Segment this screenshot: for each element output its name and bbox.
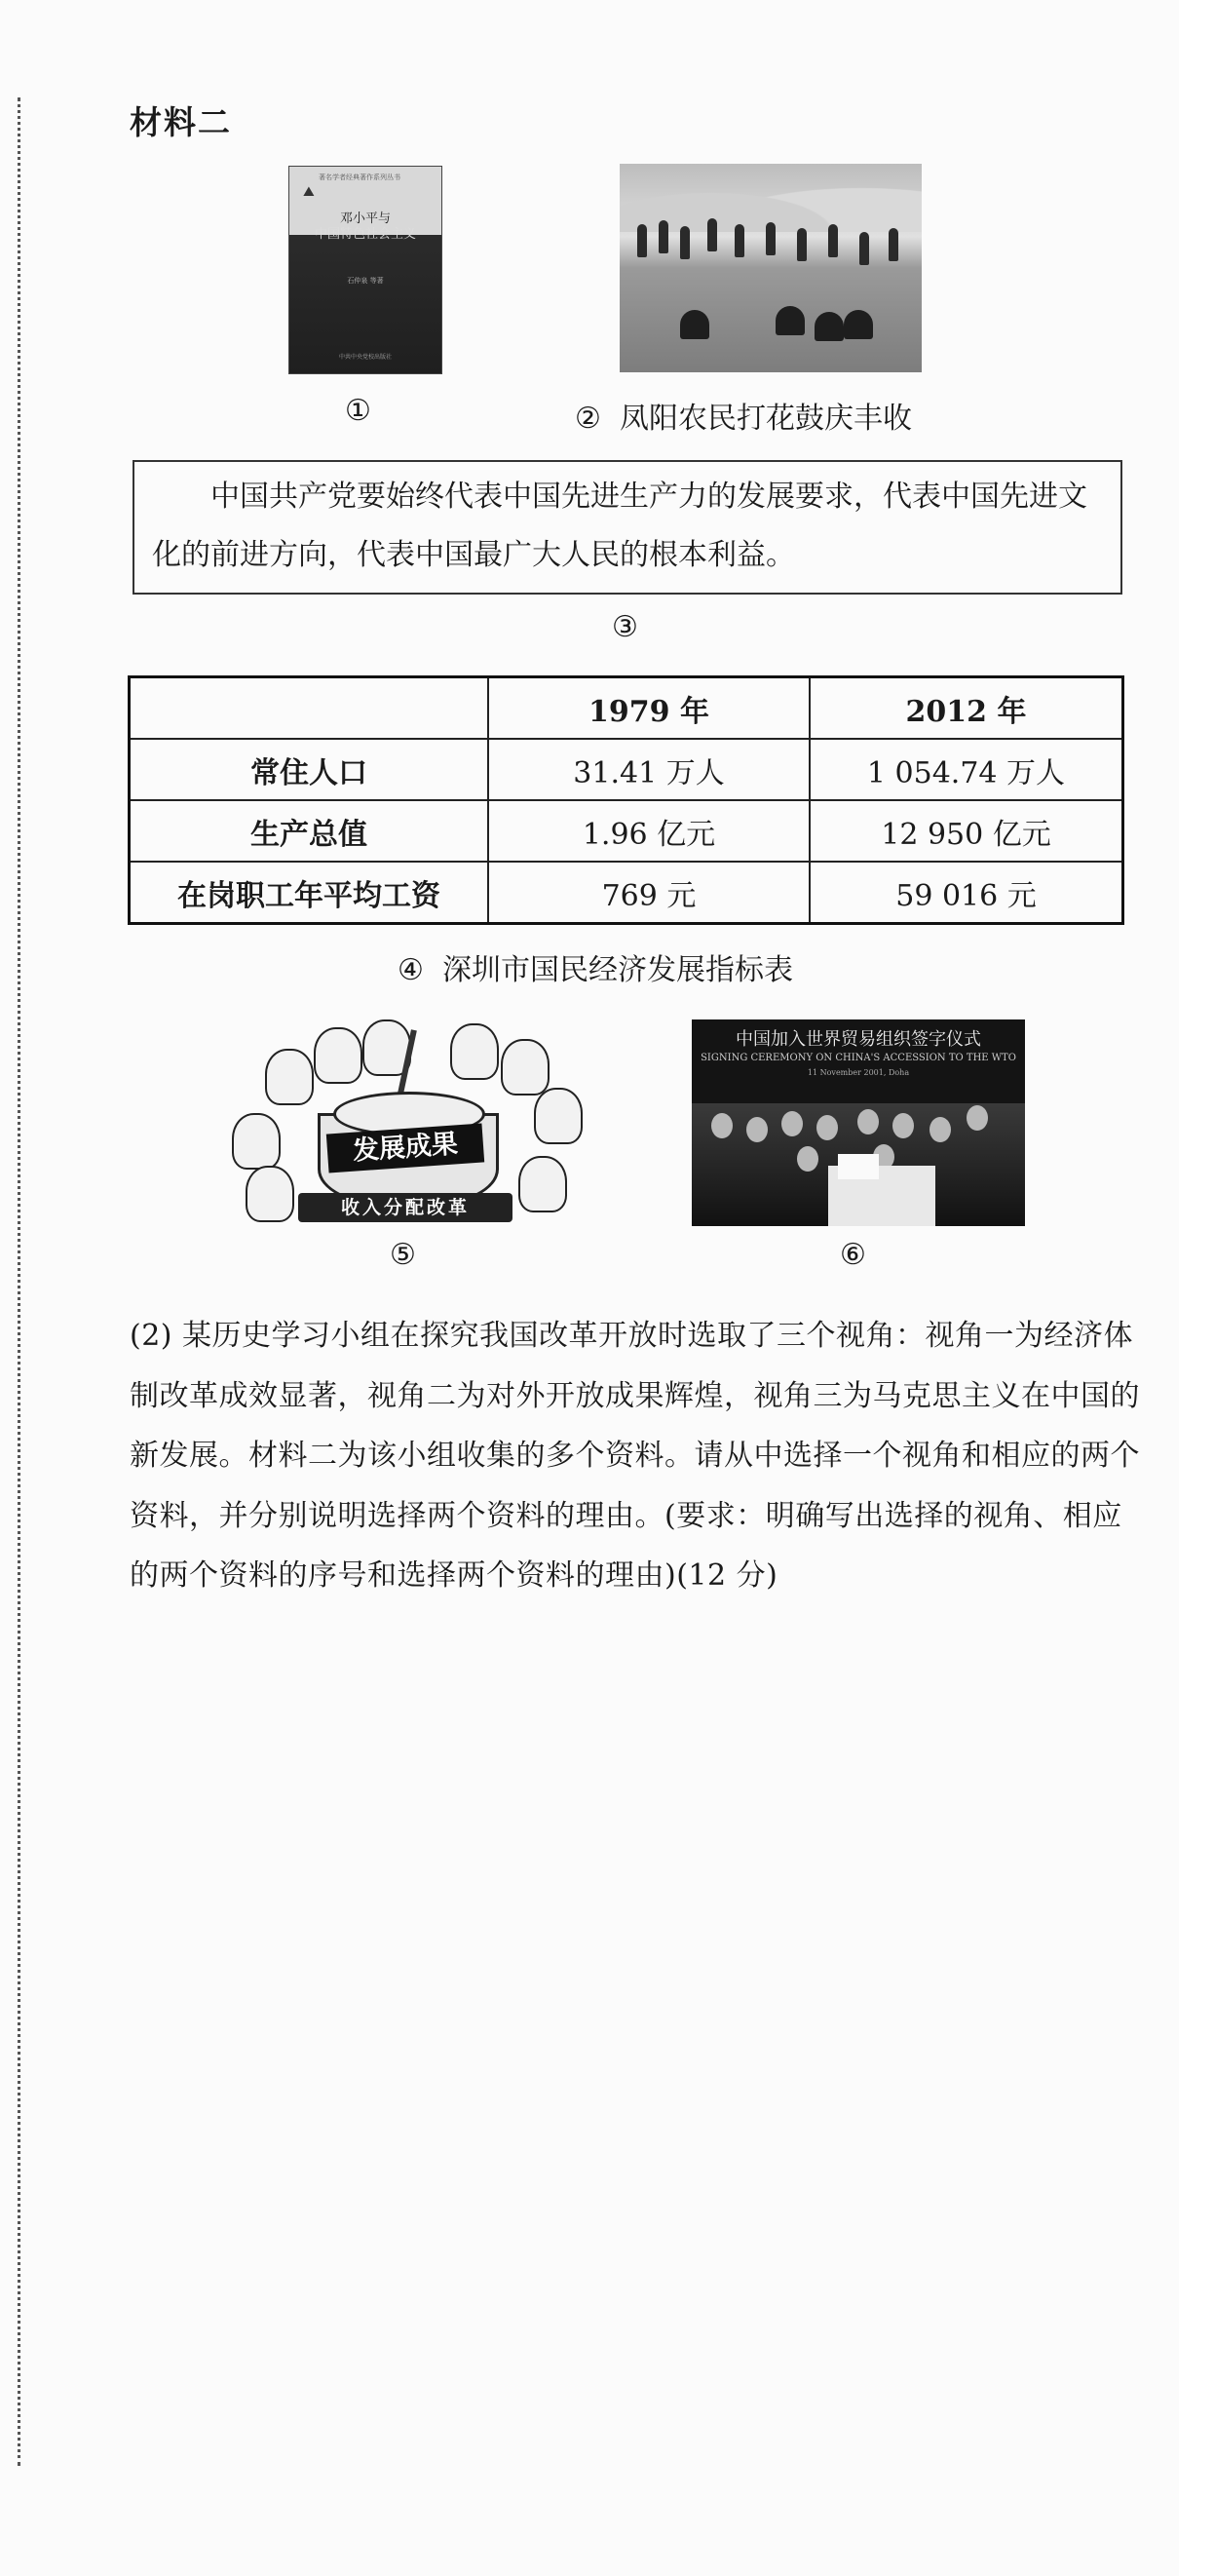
photo-seated-figure xyxy=(815,312,844,341)
table-cell: 769 元 xyxy=(488,862,810,924)
wto-title-en: SIGNING CEREMONY ON CHINA'S ACCESSION TO THE WTO xyxy=(701,1053,1016,1063)
wto-signing-photo xyxy=(692,1019,1025,1226)
cartoon-person xyxy=(518,1156,567,1212)
photo-figure xyxy=(828,224,838,257)
cartoon-person xyxy=(450,1023,499,1080)
table-header-row xyxy=(130,677,1123,740)
shenzhen-indicator-table xyxy=(128,675,1124,925)
book-title-line1: 邓小平与 xyxy=(339,211,391,226)
cartoon-person xyxy=(246,1166,294,1222)
photo-person xyxy=(857,1109,879,1134)
photo-figure xyxy=(735,224,744,257)
marker-2-caption xyxy=(575,394,912,437)
book-authors: 石仲泉 等著 xyxy=(347,277,384,285)
photo-person xyxy=(892,1113,914,1138)
photo-person xyxy=(816,1115,838,1140)
farmers-dancing-photo xyxy=(620,164,922,372)
photo-person xyxy=(929,1117,951,1142)
table-cell: 12 950 亿元 xyxy=(810,800,1123,862)
book-title-line2: 中国特色社会主义 xyxy=(314,227,416,242)
signing-document xyxy=(838,1154,879,1179)
photo-figure xyxy=(797,228,807,261)
table-cell: 1 054.74 万人 xyxy=(810,739,1123,800)
photo-person xyxy=(711,1113,733,1138)
photo-seated-figure xyxy=(776,306,805,335)
cake-label: 发展成果 xyxy=(326,1123,484,1173)
cartoon-person xyxy=(501,1039,550,1096)
material-heading: 材料二 xyxy=(130,103,232,141)
marker-5: ⑤ xyxy=(390,1238,416,1272)
marker-6: ⑥ xyxy=(840,1238,866,1272)
table-row-label: 在岗职工年平均工资 xyxy=(130,862,489,924)
quote-box: 中国共产党要始终代表中国先进生产力的发展要求，代表中国先进文化的前进方向，代表中国最广大人民的根本利益。 xyxy=(133,460,1122,595)
book-series-text: 著名学者经典著作系列丛书 xyxy=(319,173,400,181)
photo-person xyxy=(797,1146,818,1172)
table-header-cell xyxy=(130,677,489,740)
photo-caption: 凤阳农民打花鼓庆丰收 xyxy=(619,402,912,436)
table-header-cell: 1979 年 xyxy=(488,677,810,740)
photo-figure xyxy=(707,218,717,251)
table-row-label: 生产总值 xyxy=(130,800,489,862)
table-caption: 深圳市国民经济发展指标表 xyxy=(441,953,793,987)
wto-title-cn: 中国加入世界贸易组织签字仪式 xyxy=(736,1029,981,1050)
table-cell: 59 016 元 xyxy=(810,862,1123,924)
table-row xyxy=(130,862,1123,924)
photo-figure xyxy=(766,222,776,255)
cartoon-person xyxy=(314,1027,362,1084)
table-row xyxy=(130,739,1123,800)
table-cell: 31.41 万人 xyxy=(488,739,810,800)
photo-figure xyxy=(859,232,869,265)
photo-person xyxy=(781,1111,803,1136)
cartoon-person xyxy=(265,1049,314,1105)
table-row xyxy=(130,800,1123,862)
marker-4: ④ xyxy=(398,953,424,987)
table-header-cell: 2012 年 xyxy=(810,677,1123,740)
question-text: (2) 某历史学习小组在探究我国改革开放时选取了三个视角：视角一为经济体制改革成效显著，视角二为对外开放成果辉煌，视角三为马克思主义在中国的新发展。材料二为该小组收集的多个资料。请从中选择一个视角和相应的两个资料，并分别说明选择两个资料的理由。(要求：明确写出选择的视角、相应的两个资料的序号和选择两个资料的理由)(12 分) xyxy=(130,1319,1140,1593)
book-publisher: 中共中央党校出版社 xyxy=(338,354,392,361)
photo-figure xyxy=(680,226,690,259)
cartoon-person xyxy=(534,1088,583,1144)
photo-figure xyxy=(637,224,647,257)
marker-3: ③ xyxy=(612,610,638,644)
marker-2: ② xyxy=(575,402,601,436)
binding-dotted-line xyxy=(18,97,20,2466)
photo-person xyxy=(967,1105,988,1131)
marker-1: ① xyxy=(345,394,371,428)
photo-seated-figure xyxy=(844,310,873,339)
publisher-logo-icon: ⛰ xyxy=(303,184,315,200)
book-cover-image xyxy=(288,166,442,374)
photo-figure xyxy=(889,228,898,261)
photo-person xyxy=(746,1117,768,1142)
table-row-label: 常住人口 xyxy=(130,739,489,800)
income-distribution-cartoon xyxy=(226,1019,583,1226)
wto-date: 11 November 2001, Doha xyxy=(807,1068,910,1077)
marker-4-caption xyxy=(398,945,793,988)
cartoon-person xyxy=(232,1113,281,1170)
photo-figure xyxy=(659,220,668,253)
cartoon-banner: 收入分配改革 xyxy=(298,1193,512,1222)
table-cell: 1.96 亿元 xyxy=(488,800,810,862)
photo-seated-figure xyxy=(680,310,709,339)
